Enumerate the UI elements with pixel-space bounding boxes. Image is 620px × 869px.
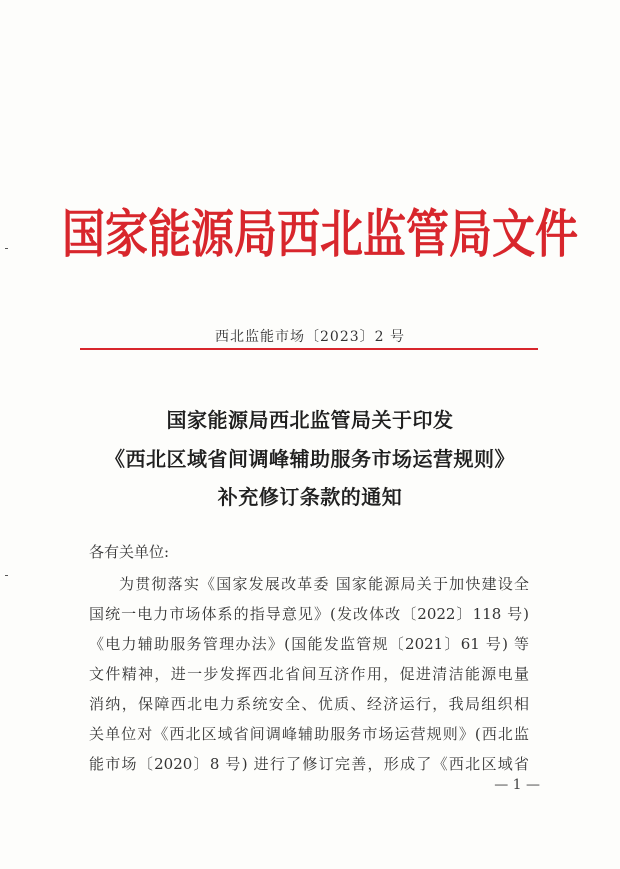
body-line: 消纳，保障西北电力系统安全、优质、经济运行，我局组织相 bbox=[89, 695, 529, 713]
body-line: 国统一电力市场体系的指导意见》(发改体改〔2022〕118 号) bbox=[89, 605, 529, 623]
page-number: — 1 — bbox=[494, 777, 540, 793]
title-line-3: 补充修订条款的通知 bbox=[217, 485, 403, 509]
body-line: 关单位对《西北区域省间调峰辅助服务市场运营规则》(西北监 bbox=[89, 725, 529, 743]
scan-margin-mark bbox=[5, 248, 8, 249]
body-line: 能市场〔2020〕8 号) 进行了修订完善，形成了《西北区域省 bbox=[89, 755, 529, 773]
issuer-header: 国家能源局西北监管局文件 bbox=[62, 205, 578, 265]
document-number: 西北监能市场〔2023〕2 号 bbox=[215, 329, 405, 345]
salutation: 各有关单位: bbox=[89, 543, 170, 561]
header-divider bbox=[80, 348, 538, 350]
body-line: 文件精神，进一步发挥西北省间互济作用，促进清洁能源电量 bbox=[89, 665, 529, 683]
body-line: 为贯彻落实《国家发展改革委 国家能源局关于加快建设全 bbox=[119, 575, 529, 593]
body-line: 《电力辅助服务管理办法》(国能发监管规〔2021〕61 号) 等 bbox=[89, 635, 529, 653]
title-line-2: 《西北区域省间调峰辅助服务市场运营规则》 bbox=[105, 447, 515, 471]
title-line-1: 国家能源局西北监管局关于印发 bbox=[166, 408, 454, 432]
scan-margin-mark bbox=[5, 575, 8, 576]
